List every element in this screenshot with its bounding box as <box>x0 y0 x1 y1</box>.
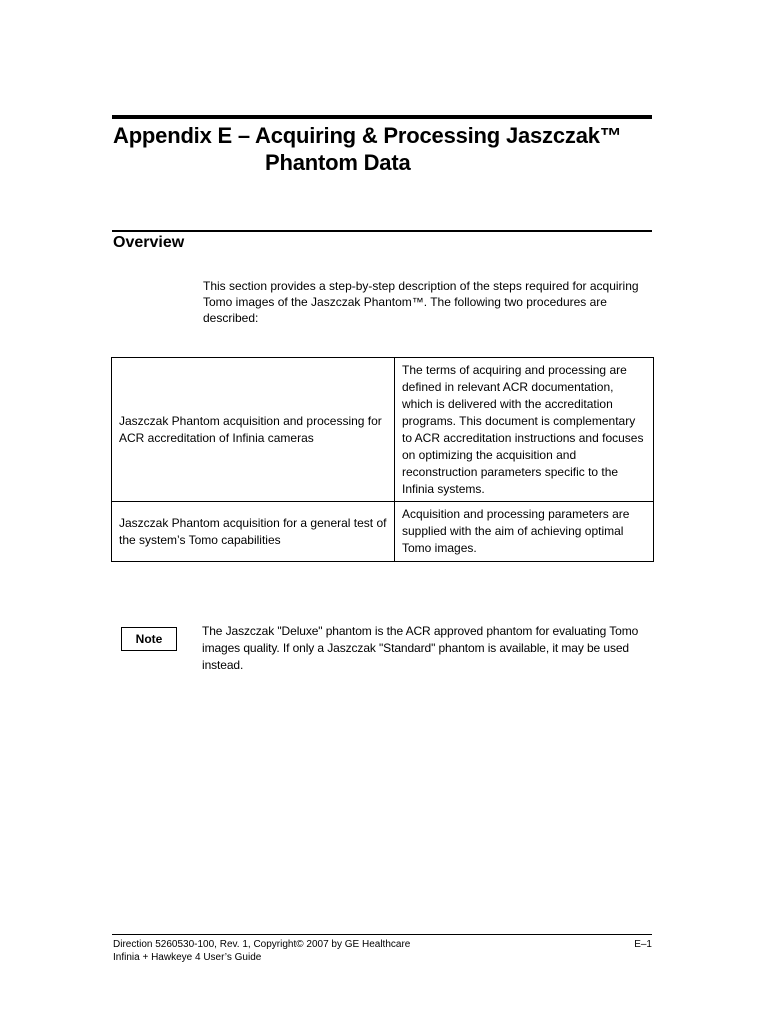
table-cell-procedure: Jaszczak Phantom acquisition and processing for ACR accreditation of Infinia cameras <box>112 358 395 502</box>
page-title <box>113 122 673 176</box>
page-number: E–1 <box>634 939 652 950</box>
page-title-line-1: Appendix E – Acquiring & Processing Jaszczak™ <box>113 123 622 148</box>
page-title-line-2: Phantom Data <box>265 150 411 175</box>
table-cell-procedure: Jaszczak Phantom acquisition for a general test of the system’s Tomo capabilities <box>112 502 395 562</box>
table-row <box>112 358 654 502</box>
section-rule <box>112 230 652 232</box>
footer-document-title: Infinia + Hawkeye 4 User’s Guide <box>113 952 262 963</box>
note-label: Note <box>135 632 163 646</box>
title-top-rule <box>112 115 652 119</box>
section-heading-overview: Overview <box>113 234 185 251</box>
footer-copyright: Direction 5260530-100, Rev. 1, Copyright© 2007 by GE Healthcare <box>113 939 411 950</box>
procedures-table <box>111 357 654 562</box>
intro-paragraph: This section provides a step-by-step description of the steps required for acquiring Tomo images of the Jaszczak Phantom™. The following two procedures are described: <box>203 279 639 325</box>
note-label-box <box>121 627 177 651</box>
note-text: The Jaszczak "Deluxe" phantom is the ACR approved phantom for evaluating Tomo images quality. If only a Jaszczak "Standard" phantom is available, it may be used instead. <box>202 624 639 672</box>
footer-rule <box>112 934 652 935</box>
table-cell-description: Acquisition and processing parameters are supplied with the aim of achieving optimal Tomo images. <box>395 502 654 562</box>
table-cell-description: The terms of acquiring and processing are defined in relevant ACR documentation, which is delivered with the accreditation programs. This document is complementary to ACR accreditation instructions and focuses on optimizing the acquisition and reconstruction parameters specific to the Infinia systems. <box>395 358 654 502</box>
footer-info <box>113 938 410 964</box>
table-row <box>112 502 654 562</box>
